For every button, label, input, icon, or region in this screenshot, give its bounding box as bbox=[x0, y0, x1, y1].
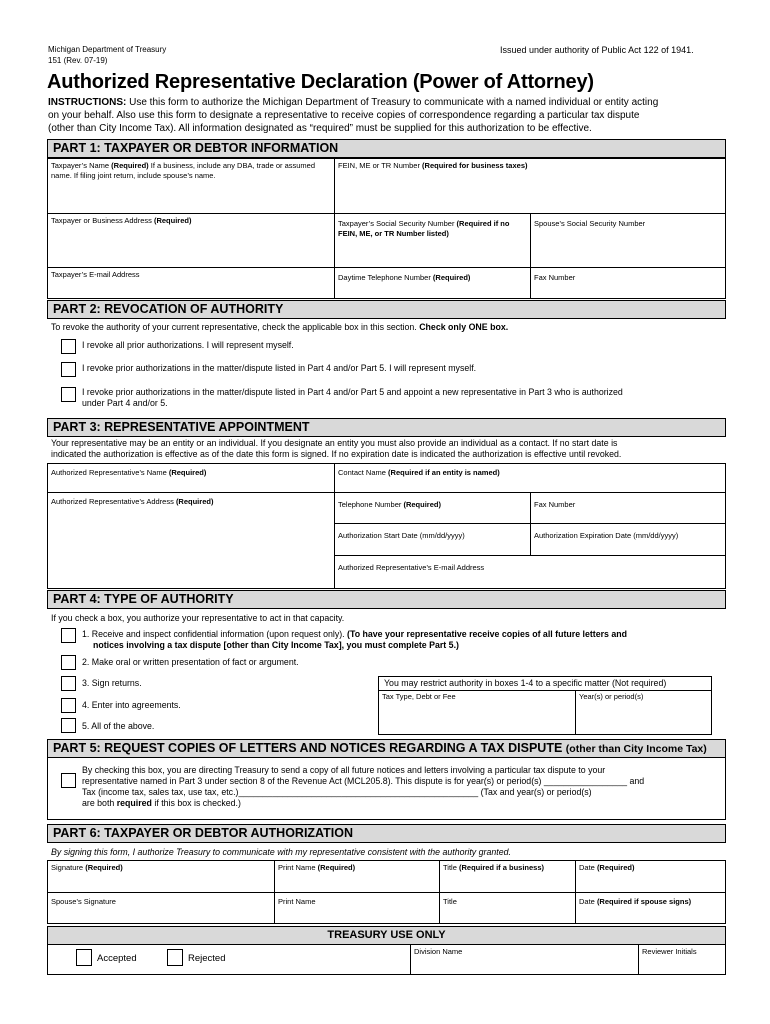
part5-header: PART 5: REQUEST COPIES OF LETTERS AND NOTICES REGARDING A TAX DISPUTE (other than City Income Tax) bbox=[47, 739, 726, 758]
spouse-print-name-field[interactable]: Print Name bbox=[274, 892, 439, 924]
instructions-label: INSTRUCTIONS: bbox=[48, 97, 127, 108]
form-revision: 151 (Rev. 07-19) bbox=[48, 56, 108, 65]
restrict-authority-box bbox=[378, 676, 712, 735]
part3-intro: Your representative may be an entity or an individual. If you designate an entity you must also provide an individual as a contact. If no start date is indicated the authorization is effective as of the date this form is signed. If no expiration date is indicated the authorization is effective until revoked. bbox=[51, 438, 622, 459]
all-above-checkbox[interactable] bbox=[61, 718, 76, 733]
years-periods-field[interactable]: Year(s) or period(s) bbox=[575, 690, 712, 735]
rejected-label: Rejected bbox=[188, 953, 226, 964]
division-name-field: Division Name bbox=[410, 945, 638, 974]
accepted-label: Accepted bbox=[97, 953, 137, 964]
contact-name-field[interactable]: Contact Name (Required if an entity is named) bbox=[334, 464, 726, 492]
part4-header: PART 4: TYPE OF AUTHORITY bbox=[47, 590, 726, 609]
authority-note: Issued under authority of Public Act 122 of 1941. bbox=[500, 45, 694, 55]
form-title: Authorized Representative Declaration (Power of Attorney) bbox=[47, 71, 594, 93]
auth-start-date-field[interactable]: Authorization Start Date (mm/dd/yyyy) bbox=[334, 523, 530, 555]
signature-field[interactable]: Signature (Required) bbox=[51, 863, 123, 872]
part3-table bbox=[47, 463, 726, 589]
part2-header: PART 2: REVOCATION OF AUTHORITY bbox=[47, 300, 726, 319]
restrict-note: You may restrict authority in boxes 1-4 to a specific matter (Not required) bbox=[384, 678, 667, 688]
taxpayer-email-field[interactable]: Taxpayer’s E-mail Address bbox=[48, 267, 334, 299]
revoke-appoint-label: I revoke prior authorizations in the matter/dispute listed in Part 4 and/or Part 5 and appoint a new representative in Part 3 who is authorized under Part 4 and/or 5. bbox=[82, 387, 623, 408]
taxpayer-ssn-field[interactable]: Taxpayer’s Social Security Number (Required if no FEIN, ME, or TR Number listed) bbox=[334, 213, 530, 267]
request-copies-checkbox[interactable] bbox=[61, 773, 76, 788]
revoke-appoint-checkbox[interactable] bbox=[61, 387, 76, 402]
receive-info-label: 1. Receive and inspect confidential information (upon request only). (To have your representative receive copies of all future letters and notices involving a tax dispute [other than City Income Tax], you must complete Part 5.) bbox=[82, 629, 628, 650]
taxpayer-fax-field[interactable]: Fax Number bbox=[530, 267, 726, 299]
auth-expiration-date-field[interactable]: Authorization Expiration Date (mm/dd/yyyy) bbox=[530, 523, 726, 555]
part2-intro: To revoke the authority of your current representative, check the applicable box in this section. Check only ONE box. bbox=[51, 322, 509, 332]
part3-header: PART 3: REPRESENTATIVE APPOINTMENT bbox=[47, 418, 726, 437]
spouse-title-field[interactable]: Title bbox=[439, 892, 575, 924]
revoke-all-checkbox[interactable] bbox=[61, 339, 76, 354]
department-label: Michigan Department of Treasury bbox=[48, 45, 167, 54]
part1-header: PART 1: TAXPAYER OR DEBTOR INFORMATION bbox=[47, 139, 726, 158]
agreements-label: 4. Enter into agreements. bbox=[82, 700, 181, 710]
part4-intro: If you check a box, you authorize your representative to act in that capacity. bbox=[51, 613, 345, 623]
part1-table bbox=[47, 158, 726, 299]
rep-name-field[interactable]: Authorized Representative’s Name (Required) bbox=[51, 468, 207, 477]
rep-phone-field[interactable]: Telephone Number (Required) bbox=[334, 492, 530, 523]
accepted-checkbox bbox=[76, 949, 92, 966]
revoke-self-checkbox[interactable] bbox=[61, 362, 76, 377]
spouse-signature-field[interactable]: Spouse’s Signature bbox=[48, 892, 274, 924]
rep-address-field[interactable]: Authorized Representative’s Address (Required) bbox=[48, 492, 334, 589]
revoke-self-label: I revoke prior authorizations in the matter/dispute listed in Part 4 and/or Part 5. I will represent myself. bbox=[82, 363, 477, 373]
rep-email-field[interactable]: Authorized Representative’s E-mail Address bbox=[334, 555, 726, 589]
agreements-checkbox[interactable] bbox=[61, 698, 76, 713]
revoke-all-label: I revoke all prior authorizations. I will represent myself. bbox=[82, 340, 294, 350]
daytime-phone-field[interactable]: Daytime Telephone Number (Required) bbox=[334, 267, 530, 299]
part5-text: By checking this box, you are directing Treasury to send a copy of all future notices and letters involving a particular tax dispute to your representative named in Part 3 under section 8 of the Revenue Act (MCL205.8). This dispute is for year(s) or period(s) _________________ and Tax (income tax, sales tax, use tax, etc.)_________________________________________________ (Tax and year(s) or period(s) are both required if this box is checked.) bbox=[82, 765, 645, 808]
part6-header: PART 6: TAXPAYER OR DEBTOR AUTHORIZATION bbox=[47, 824, 726, 843]
all-above-label: 5. All of the above. bbox=[82, 721, 155, 731]
presentation-label: 2. Make oral or written presentation of fact or argument. bbox=[82, 657, 299, 667]
signer-title-field[interactable]: Title (Required if a business) bbox=[439, 861, 575, 892]
rejected-checkbox bbox=[167, 949, 183, 966]
print-name-field[interactable]: Print Name (Required) bbox=[274, 861, 439, 892]
rep-fax-field[interactable]: Fax Number bbox=[530, 492, 726, 523]
taxpayer-address-field[interactable]: Taxpayer or Business Address (Required) bbox=[48, 213, 334, 267]
receive-info-checkbox[interactable] bbox=[61, 628, 76, 643]
tax-type-field[interactable]: Tax Type, Debt or Fee bbox=[379, 690, 575, 735]
instructions: INSTRUCTIONS: Use this form to authorize the Michigan Department of Treasury to communicate with a named individual or entity acting on your behalf. Also use this form to designate a representative to receive copies of correspondence regarding a particular tax dispute (other than City Income Tax). All information designated as “required” must be supplied for this authorization to be effective. bbox=[48, 97, 659, 134]
taxpayer-name-field[interactable]: Taxpayer’s Name (Required) If a business, include any DBA, trade or assumed name. If filing joint return, include spouse’s name. bbox=[51, 161, 316, 180]
part6-intro: By signing this form, I authorize Treasury to communicate with my representative consistent with the authority granted. bbox=[51, 847, 511, 857]
signature-date-field[interactable]: Date (Required) bbox=[575, 861, 726, 892]
sign-returns-label: 3. Sign returns. bbox=[82, 678, 142, 688]
treasury-use-header: TREASURY USE ONLY bbox=[47, 926, 726, 945]
reviewer-initials-field: Reviewer Initials bbox=[638, 945, 726, 974]
presentation-checkbox[interactable] bbox=[61, 655, 76, 670]
sign-returns-checkbox[interactable] bbox=[61, 676, 76, 691]
spouse-ssn-field[interactable]: Spouse’s Social Security Number bbox=[530, 213, 726, 267]
part6-table bbox=[47, 860, 726, 924]
treasury-use-table bbox=[47, 944, 726, 975]
fein-field[interactable]: FEIN, ME or TR Number (Required for business taxes) bbox=[334, 159, 726, 213]
spouse-date-field[interactable]: Date (Required if spouse signs) bbox=[575, 892, 726, 924]
